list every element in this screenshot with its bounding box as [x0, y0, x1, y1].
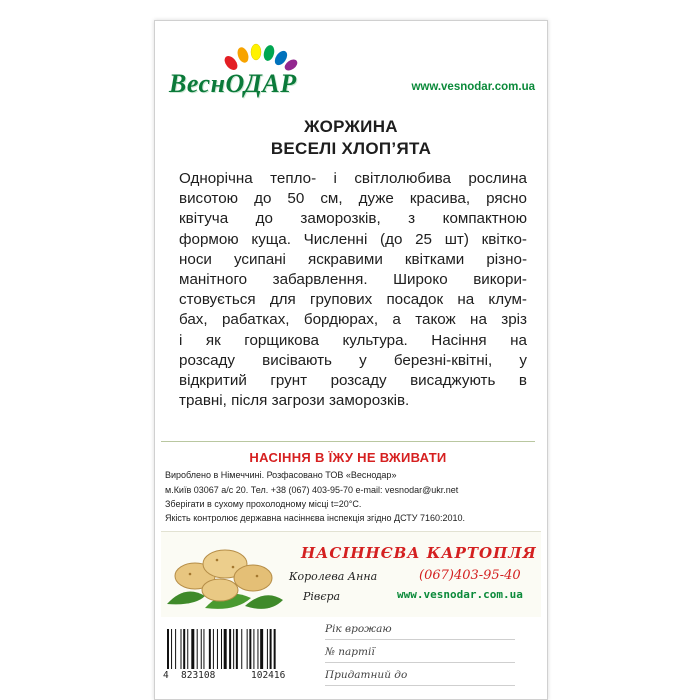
product-variety: ВЕСЕЛІ ХЛОП’ЯТА — [270, 139, 432, 158]
field-label: № партії — [325, 646, 375, 658]
potato-shape — [202, 579, 238, 601]
barcode-bar — [221, 629, 222, 669]
brand-name: ВеснОДАР — [169, 69, 297, 98]
quality-text: Якість контролює державна насіннєва інспекція згідно ДСТУ 7160:2010. — [165, 513, 466, 523]
leaf-shape — [245, 595, 283, 609]
barcode-bar — [187, 629, 188, 669]
description — [179, 169, 527, 411]
barcode-bar — [167, 629, 169, 669]
barcode-bar — [175, 629, 176, 669]
description-line: манітного забарвлення. Широко викори- — [179, 271, 527, 289]
brand-logo — [169, 43, 349, 101]
barcode-bar — [267, 629, 268, 669]
barcode-digit: 4 — [163, 670, 169, 681]
barcode-bar — [247, 629, 248, 669]
description-line: висотою до 50 см, дуже красива, рясно — [179, 190, 527, 208]
barcode-digits: 823108 — [181, 670, 216, 681]
barcode-bar — [241, 629, 242, 669]
barcode-bar — [274, 629, 276, 669]
description-line: квітуча до заморозків, з компактною — [179, 210, 527, 228]
variety-name: Рівєра — [303, 590, 341, 603]
potato-advert — [161, 531, 541, 617]
barcode-bar — [233, 629, 234, 669]
description-line: бах, рабатках, бордюрах, а також на зріз — [179, 311, 527, 329]
description-line: відкритий грунт розсаду висаджують в — [179, 372, 527, 390]
barcode — [165, 629, 317, 669]
potato-shape — [234, 565, 272, 591]
barcode-bar — [203, 629, 204, 669]
barcode-bar — [229, 629, 231, 669]
advert-title: НАСІННЄВА КАРТОПЛЯ — [301, 544, 537, 562]
origin-text: Вироблено в Німеччині. Розфасовано ТОВ «Веснодар» — [165, 470, 397, 480]
warning-text: НАСІННЯ В ЇЖУ НЕ ВЖИВАТИ — [249, 450, 447, 465]
barcode-bar — [197, 629, 198, 669]
seed-packet — [154, 20, 548, 700]
description-line: травні, після загрози заморозків. — [179, 392, 410, 410]
barcode-bar — [236, 629, 238, 669]
barcode-bar — [213, 629, 214, 669]
contact-text: м.Київ 03067 а/с 20. Тел. +38 (067) 403-95-70 e-mail: vesnodar@ukr.net — [165, 485, 459, 495]
barcode-bar — [191, 629, 194, 669]
barcode-digits: 102416 — [251, 670, 286, 681]
batch-number-field — [325, 646, 515, 668]
barcode-bar — [260, 629, 263, 669]
barcode-bar — [201, 629, 202, 669]
barcode-bar — [171, 629, 172, 669]
barcode-bar — [224, 629, 227, 669]
petal-yellow — [251, 44, 261, 60]
barcode-bar — [257, 629, 258, 669]
petal-orange — [236, 46, 251, 64]
description-line: розсаду висівають у березні-квітні, у — [179, 351, 527, 369]
barcode-bar — [209, 629, 211, 669]
description-line: формою куща. Численні (до 25 шт) квітко- — [179, 230, 527, 248]
valid-until-field — [325, 669, 515, 691]
harvest-year-field — [325, 623, 515, 645]
barcode-bar — [217, 629, 218, 669]
website-link[interactable]: www.vesnodar.com.ua — [411, 81, 535, 93]
description-line: стовується для групових посадок на клум- — [179, 291, 527, 309]
barcode-bar — [249, 629, 251, 669]
field-label: Рік врожаю — [325, 623, 392, 635]
advert-phone: (067)403-95-40 — [419, 568, 521, 583]
flower-petals-icon — [221, 43, 301, 71]
description-line: і як горщикова культура. Насіння на — [179, 331, 527, 349]
potato-image — [165, 534, 285, 614]
producer-info — [161, 441, 535, 532]
petal-green — [262, 44, 276, 62]
leaf-shape — [167, 592, 205, 605]
advert-website[interactable]: www.vesnodar.com.ua — [397, 588, 523, 601]
storage-text: Зберігати в сухому прохолодному місці t=20°С. — [165, 499, 362, 509]
barcode-bar — [183, 629, 185, 669]
product-title: ЖОРЖИНА — [304, 117, 398, 136]
barcode-bar — [253, 629, 254, 669]
variety-name: Королева Анна — [289, 570, 378, 583]
field-label: Придатний до — [325, 669, 408, 681]
description-line: носи усипані яскравими квітками різно- — [179, 250, 527, 268]
barcode-bar — [270, 629, 272, 669]
description-line: Однорічна тепло- і світлолюбива рослина — [179, 170, 527, 187]
barcode-bar — [181, 629, 182, 669]
